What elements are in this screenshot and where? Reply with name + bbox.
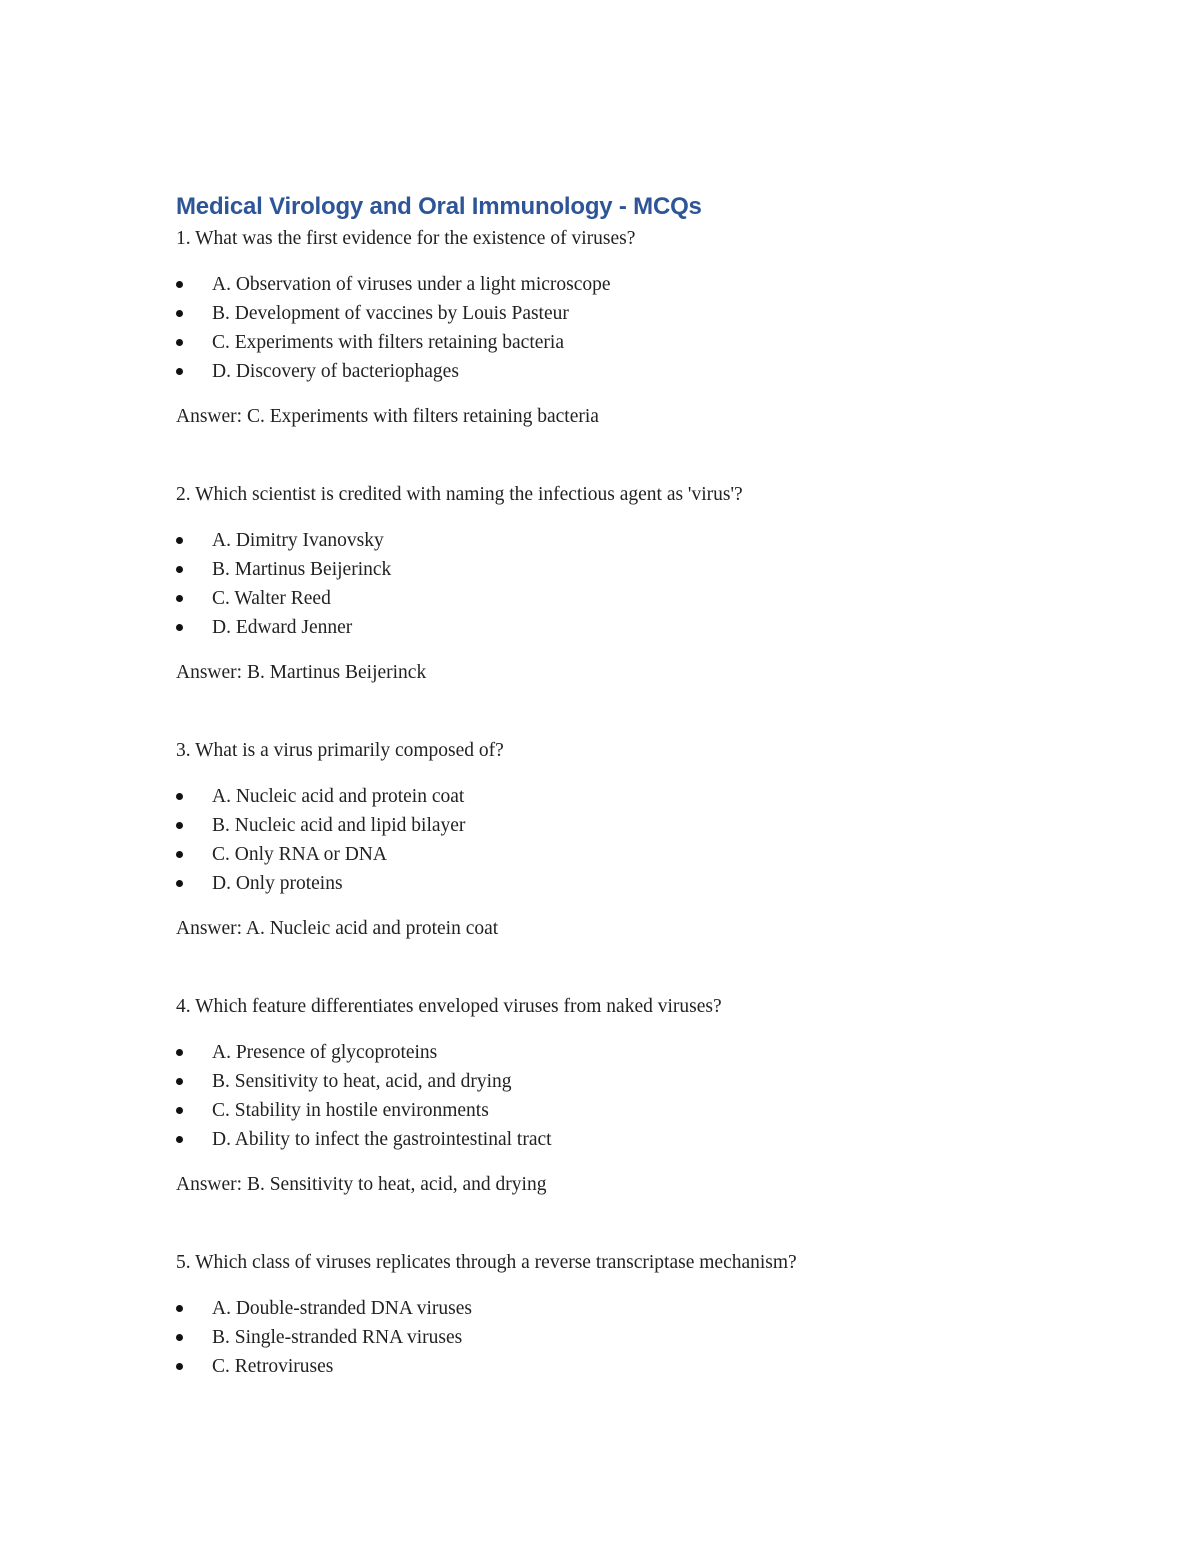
- option-label: D. Edward Jenner: [212, 617, 353, 638]
- option-label: B. Development of vaccines by Louis Pasteur: [212, 303, 569, 324]
- bullet-dot-icon: [176, 368, 183, 375]
- option-item: [176, 357, 1036, 386]
- option-item: [176, 1067, 1036, 1096]
- bullet-icon: [176, 1323, 186, 1352]
- bullet-icon: [176, 357, 186, 386]
- option-label: C. Experiments with filters retaining bacteria: [212, 332, 564, 353]
- bullet-dot-icon: [176, 310, 183, 317]
- bullet-dot-icon: [176, 822, 183, 829]
- bullet-dot-icon: [176, 595, 183, 602]
- option-list: [176, 270, 1036, 386]
- option-label: A. Observation of viruses under a light microscope: [212, 274, 611, 295]
- option-item: [176, 613, 1036, 642]
- option-item: [176, 1038, 1036, 1067]
- bullet-dot-icon: [176, 339, 183, 346]
- bullet-icon: [176, 869, 186, 898]
- answer-text: Answer: C. Experiments with filters retaining bacteria: [176, 406, 599, 427]
- option-item: [176, 584, 1036, 613]
- bullet-dot-icon: [176, 1334, 183, 1341]
- bullet-icon: [176, 1096, 186, 1125]
- bullet-icon: [176, 1125, 186, 1154]
- option-item: [176, 782, 1036, 811]
- option-label: C. Retroviruses: [212, 1356, 334, 1377]
- option-label: A. Dimitry Ivanovsky: [212, 530, 384, 551]
- option-label: D. Only proteins: [212, 873, 343, 894]
- option-item: [176, 811, 1036, 840]
- bullet-icon: [176, 299, 186, 328]
- question-block: [176, 994, 1036, 1198]
- option-label: C. Stability in hostile environments: [212, 1100, 489, 1121]
- question-text: 5. Which class of viruses replicates through a reverse transcriptase mechanism?: [176, 1252, 797, 1273]
- bullet-icon: [176, 782, 186, 811]
- bullet-icon: [176, 613, 186, 642]
- option-item: [176, 299, 1036, 328]
- option-label: C. Walter Reed: [212, 588, 331, 609]
- option-label: B. Martinus Beijerinck: [212, 559, 392, 580]
- option-item: [176, 840, 1036, 869]
- bullet-dot-icon: [176, 566, 183, 573]
- question-list: [176, 226, 1036, 1381]
- bullet-dot-icon: [176, 1136, 183, 1143]
- option-item: [176, 270, 1036, 299]
- option-item: [176, 1323, 1036, 1352]
- option-list: [176, 1038, 1036, 1154]
- bullet-icon: [176, 1067, 186, 1096]
- page-title: Medical Virology and Oral Immunology - MCQs: [176, 193, 702, 220]
- bullet-icon: [176, 584, 186, 613]
- bullet-icon: [176, 270, 186, 299]
- bullet-icon: [176, 811, 186, 840]
- option-label: A. Nucleic acid and protein coat: [212, 786, 465, 807]
- option-item: [176, 1125, 1036, 1154]
- option-item: [176, 526, 1036, 555]
- option-item: [176, 1096, 1036, 1125]
- answer-text: Answer: A. Nucleic acid and protein coat: [176, 918, 499, 939]
- bullet-icon: [176, 555, 186, 584]
- option-item: [176, 328, 1036, 357]
- bullet-icon: [176, 1038, 186, 1067]
- bullet-dot-icon: [176, 624, 183, 631]
- option-label: B. Sensitivity to heat, acid, and drying: [212, 1071, 512, 1092]
- option-list: [176, 782, 1036, 898]
- bullet-dot-icon: [176, 880, 183, 887]
- answer-text: Answer: B. Sensitivity to heat, acid, and drying: [176, 1174, 547, 1195]
- question-text: 4. Which feature differentiates enveloped viruses from naked viruses?: [176, 996, 722, 1017]
- bullet-icon: [176, 526, 186, 555]
- bullet-icon: [176, 328, 186, 357]
- option-label: C. Only RNA or DNA: [212, 844, 387, 865]
- bullet-icon: [176, 1294, 186, 1323]
- bullet-dot-icon: [176, 1305, 183, 1312]
- question-text: 3. What is a virus primarily composed of?: [176, 740, 504, 761]
- answer-text: Answer: B. Martinus Beijerinck: [176, 662, 427, 683]
- option-list: [176, 526, 1036, 642]
- option-label: A. Double-stranded DNA viruses: [212, 1298, 472, 1319]
- bullet-dot-icon: [176, 793, 183, 800]
- bullet-icon: [176, 1352, 186, 1381]
- document-content: [176, 190, 1036, 1381]
- bullet-dot-icon: [176, 1078, 183, 1085]
- option-label: A. Presence of glycoproteins: [212, 1042, 438, 1063]
- option-item: [176, 1294, 1036, 1323]
- option-list: [176, 1294, 1036, 1381]
- question-block: [176, 738, 1036, 942]
- question-block: [176, 226, 1036, 430]
- option-label: B. Single-stranded RNA viruses: [212, 1327, 463, 1348]
- bullet-dot-icon: [176, 1049, 183, 1056]
- question-text: 1. What was the first evidence for the existence of viruses?: [176, 228, 636, 249]
- bullet-dot-icon: [176, 537, 183, 544]
- question-text: 2. Which scientist is credited with naming the infectious agent as 'virus'?: [176, 484, 743, 505]
- question-block: [176, 1250, 1036, 1381]
- option-item: [176, 1352, 1036, 1381]
- bullet-dot-icon: [176, 851, 183, 858]
- bullet-dot-icon: [176, 1107, 183, 1114]
- bullet-dot-icon: [176, 1363, 183, 1370]
- option-item: [176, 869, 1036, 898]
- option-item: [176, 555, 1036, 584]
- option-label: D. Ability to infect the gastrointestinal tract: [212, 1129, 552, 1150]
- bullet-icon: [176, 840, 186, 869]
- option-label: B. Nucleic acid and lipid bilayer: [212, 815, 466, 836]
- question-block: [176, 482, 1036, 686]
- option-label: D. Discovery of bacteriophages: [212, 361, 459, 382]
- bullet-dot-icon: [176, 281, 183, 288]
